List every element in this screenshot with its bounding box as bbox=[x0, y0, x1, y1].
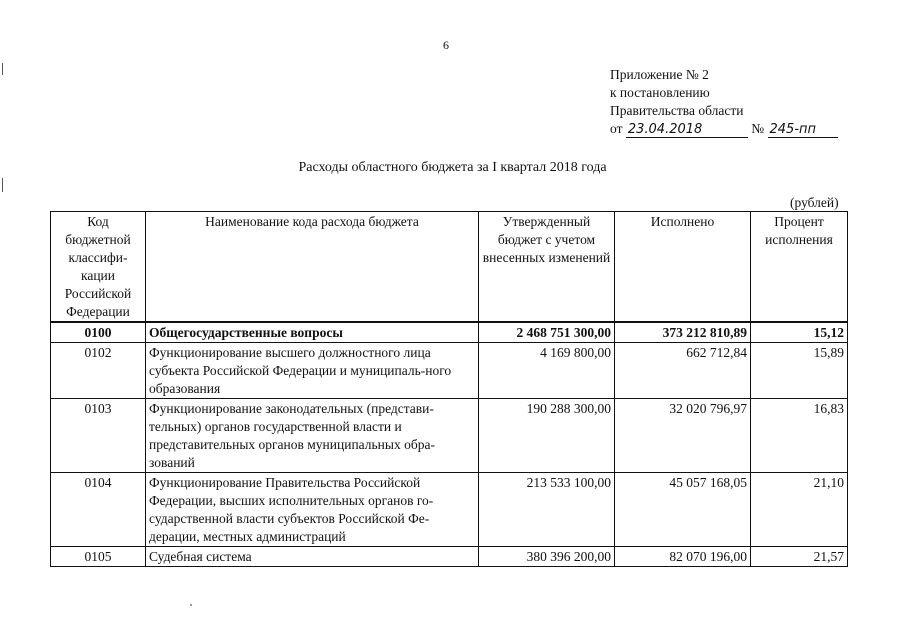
budget-table bbox=[50, 211, 848, 567]
row-name: Функционирование законодательных (представи-тельных) органов государственной власти и представительных органов муниципальных обра-зований bbox=[146, 399, 479, 473]
row-name: Общегосударственные вопросы bbox=[146, 322, 479, 343]
appendix-line-2: к постановлению bbox=[610, 85, 710, 100]
handwritten-number: 245-пп bbox=[768, 122, 838, 138]
row-executed: 32 020 796,97 bbox=[615, 399, 751, 473]
row-percent: 15,89 bbox=[751, 343, 848, 399]
row-executed: 373 212 810,89 bbox=[615, 322, 751, 343]
appendix-line-1: Приложение № 2 bbox=[610, 67, 709, 82]
row-code: 0103 bbox=[51, 399, 146, 473]
table-row bbox=[51, 343, 848, 399]
row-percent: 16,83 bbox=[751, 399, 848, 473]
margin-mark-bottom bbox=[2, 178, 3, 192]
row-approved: 380 396 200,00 bbox=[479, 547, 615, 567]
row-code: 0102 bbox=[51, 343, 146, 399]
table-row bbox=[51, 473, 848, 547]
margin-mark-top bbox=[2, 63, 3, 75]
row-executed: 45 057 168,05 bbox=[615, 473, 751, 547]
row-code: 0104 bbox=[51, 473, 146, 547]
row-approved: 2 468 751 300,00 bbox=[479, 322, 615, 343]
appendix-block bbox=[610, 66, 838, 138]
page-number: 6 bbox=[443, 38, 449, 52]
header-approved: Утвержденный бюджет с учетом внесенных изменений bbox=[479, 212, 615, 323]
row-code: 0100 bbox=[51, 322, 146, 343]
row-percent: 21,10 bbox=[751, 473, 848, 547]
row-executed: 82 070 196,00 bbox=[615, 547, 751, 567]
table-row bbox=[51, 399, 848, 473]
number-prefix: № bbox=[751, 121, 765, 136]
row-code: 0105 bbox=[51, 547, 146, 567]
header-executed: Исполнено bbox=[615, 212, 751, 323]
appendix-line-3: Правительства области bbox=[610, 103, 744, 118]
table-header-row bbox=[51, 212, 848, 323]
appendix-signature-line bbox=[610, 120, 838, 138]
date-prefix: от bbox=[610, 121, 623, 136]
row-approved: 4 169 800,00 bbox=[479, 343, 615, 399]
header-name: Наименование кода расхода бюджета bbox=[146, 212, 479, 323]
header-percent: Процент исполнения bbox=[751, 212, 848, 323]
row-percent: 21,57 bbox=[751, 547, 848, 567]
row-percent: 15,12 bbox=[751, 322, 848, 343]
scan-dot bbox=[190, 604, 192, 606]
table-row bbox=[51, 547, 848, 567]
unit-label: (рублей) bbox=[790, 195, 839, 210]
row-name: Функционирование Правительства Российской Федерации, высших исполнительных органов го-сударственной власти субъектов Российской Фе-дерации, местных администраций bbox=[146, 473, 479, 547]
row-name: Функционирование высшего должностного лица субъекта Российской Федерации и муниципаль-ного образования bbox=[146, 343, 479, 399]
row-approved: 213 533 100,00 bbox=[479, 473, 615, 547]
table-row bbox=[51, 322, 848, 343]
row-executed: 662 712,84 bbox=[615, 343, 751, 399]
row-name: Судебная система bbox=[146, 547, 479, 567]
row-approved: 190 288 300,00 bbox=[479, 399, 615, 473]
document-title: Расходы областного бюджета за I квартал 2018 года bbox=[298, 160, 607, 175]
header-code: Код бюджетной классифи-кации Российской Федерации bbox=[51, 212, 146, 323]
handwritten-date: 23.04.2018 bbox=[626, 122, 748, 138]
